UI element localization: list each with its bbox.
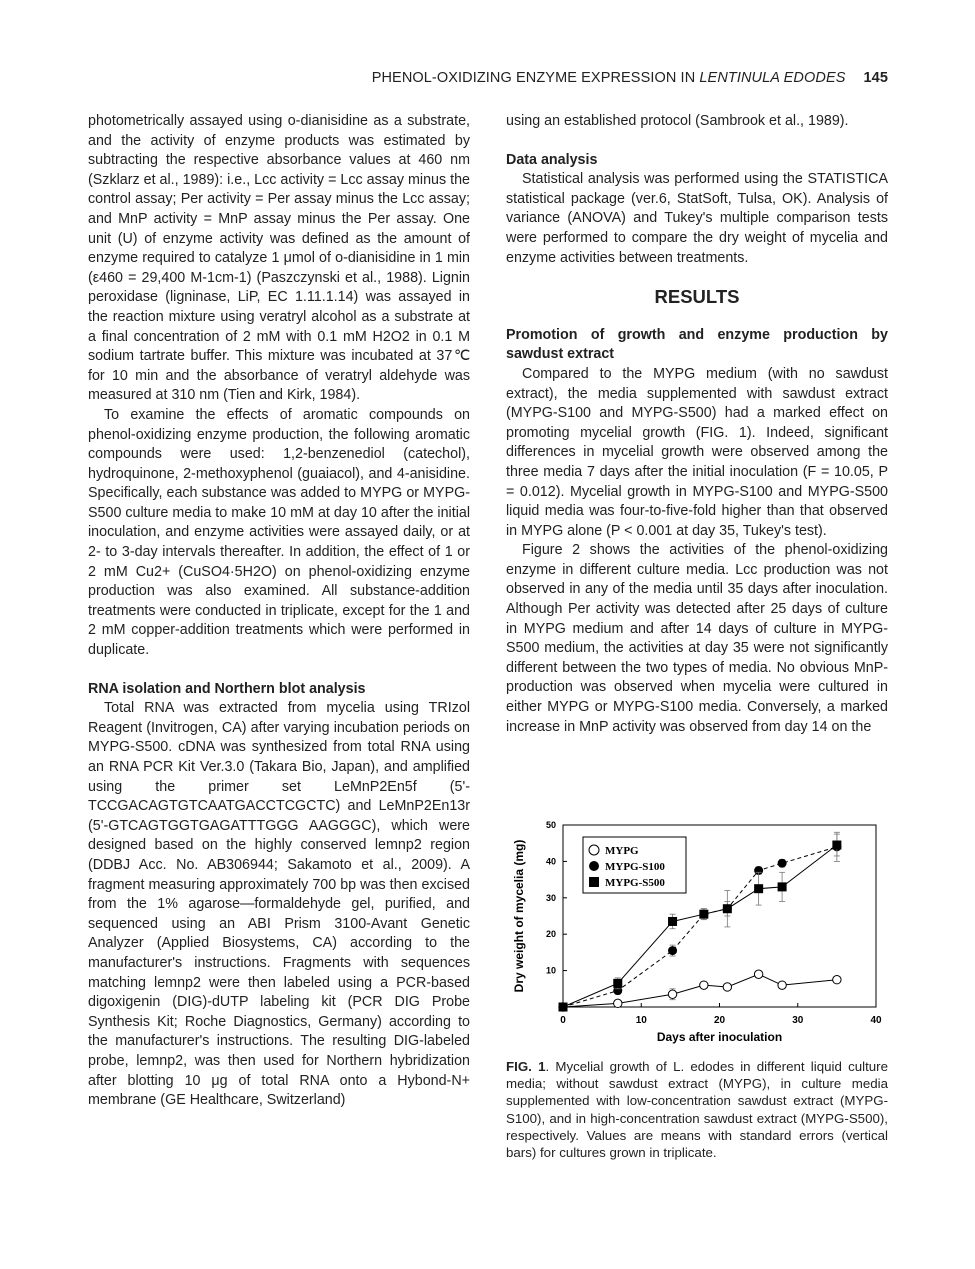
data-point-open-circle xyxy=(700,981,708,989)
x-tick-label: 30 xyxy=(792,1015,804,1026)
y-tick-label: 50 xyxy=(545,820,556,830)
data-point-square xyxy=(778,882,787,891)
section-heading-data-analysis: Data analysis xyxy=(506,151,598,168)
page-number: 145 xyxy=(863,70,888,86)
methods-paragraph-statistics: Statistical analysis was performed using the STATISTICA statistical package (ver.6, StatSoft, Tulsa, OK). Analysis of variance (ANOVA) and Tukey's multiple comparison tests were performed to compare the dry weight of mycelia and enzyme activities between treatments. xyxy=(506,171,888,266)
legend-marker xyxy=(589,861,599,871)
data-point-square xyxy=(832,841,841,850)
data-point-square xyxy=(754,884,763,893)
data-point-square xyxy=(559,1003,568,1012)
data-point-square xyxy=(723,904,732,913)
right-column xyxy=(506,112,888,737)
header-title-italic: LENTINULA EDODES xyxy=(699,70,846,86)
data-point-open-circle xyxy=(778,981,786,989)
running-header xyxy=(88,70,888,92)
data-point-square xyxy=(613,979,622,988)
caption-text: . Mycelial growth of L. edodes in different liquid culture media; without sawdust extract (MYPG), in culture media supplemented with low-concentration sawdust extract (MYPG-S100), and in high-concentration sawdust extract (MYPG-S500), respectively. Values are means with standard errors (vertical bars) for cultures grown in triplicate. xyxy=(506,1059,888,1161)
series-line-0 xyxy=(563,974,837,1007)
y-tick-label: 30 xyxy=(545,892,556,903)
data-point-square xyxy=(699,910,708,919)
growth-chart xyxy=(506,815,888,1060)
methods-paragraph-rna: Total RNA was extracted from mycelia using TRIzol Reagent (Invitrogen, CA) after varying incubation periods on MYPG-S500. cDNA was synthesized from total RNA using an RNA PCR Kit Ver.3.0 (Takara Bio, Japan), and amplified using the primer set LeMnP2En5f (5'-TCCGACAGTGTCAATGACCTCGCTC) and LeMnP2En13r (5'-GTCAGTGGTGAGATTTGGG AAGGGC), which were designed based on the highly conserved lemnp2 region (DDBJ Acc. No. AB306944; Sakamoto et al., 2009). A fragment measuring approximately 700 bp was then excised from the 1% agarose—formaldehyde gel, purified, and sequenced using an ABI Prism 3100-Avant Genetic Analyzer (Applied Biosystems, CA) according to the manufacturer's instructions. Fragments with sequences matching lemnp2 were then labeled using a PCR-based digoxigenin (DIG)-dUTP labeling kit (PCR DIG Probe Synthesis Kit; Roche Diagnostics, Germany) according to the manufacturer's instructions. The resulting DIG-labeled probe, lemnp2, was then used for Northern hybridization after blotting 10 μg of total RNA onto a Hybond-N+ membrane (GE Healthcare, Switzerland) xyxy=(88,700,470,1109)
x-tick-label: 0 xyxy=(560,1015,566,1026)
figure-1 xyxy=(506,815,888,1060)
data-point-open-circle xyxy=(723,983,731,991)
y-tick-label: 20 xyxy=(545,929,556,940)
methods-paragraph-aromatic: To examine the effects of aromatic compounds on phenol-oxidizing enzyme production, the following aromatic compounds were used: 1,2-benzenediol (catechol), hydroquinone, 2-methoxyphenol (guaiacol), and 4-anisidine. Specifically, each substance was added to MYPG or MYPG-S500 culture media to make 10 mM at day 10 after the initial inoculation, and enzyme activities were assayed daily, or at 2- to 3-day intervals thereafter. In addition, the effect of 1 or 2 mM Cu2+ (CuSO4·5H2O) on phenol-oxidizing enzyme production was also examined. All substance-addition treatments were conducted in triplicate, except for the 1 and 2 mM copper-addition treatments which were performed in duplicate. xyxy=(88,406,470,659)
y-axis-label: Dry weight of mycelia (mg) xyxy=(512,839,526,993)
x-axis-label: Days after inoculation xyxy=(656,1030,783,1044)
data-point-open-circle xyxy=(614,999,622,1007)
left-column xyxy=(88,112,470,1111)
caption-label: FIG. 1 xyxy=(506,1059,546,1074)
x-tick-label: 40 xyxy=(870,1015,882,1026)
y-tick-label: 10 xyxy=(545,965,556,976)
data-point-open-circle xyxy=(833,976,841,984)
header-title: PHENOL-OXIDIZING ENZYME EXPRESSION IN xyxy=(371,70,700,86)
section-heading-promotion: Promotion of growth and enzyme production by sawdust extract xyxy=(506,326,888,363)
figure-caption xyxy=(506,1058,888,1161)
methods-paragraph-protocol: using an established protocol (Sambrook et al., 1989). xyxy=(506,113,849,129)
legend-marker xyxy=(589,877,599,887)
legend-label: MYPG xyxy=(605,845,639,857)
methods-paragraph-enzyme-assay: photometrically assayed using o-dianisidine as a substrate, and the activity of enzyme products was estimated by subtracting the respective absorbance values at 460 nm (Szklarz et al., 1989): i.e., Lcc activity = Lcc assay minus the control assay; Per activity = Per assay minus the Lcc assay; and MnP activity = MnP assay minus the Per assay. One unit (U) of enzyme activity was defined as the amount of enzyme required to catalyze 1 μmol of o-dianisidine in 1 min (ε460 = 29,400 M-1cm-1) (Paszczynski et al., 1988). Lignin peroxidase (ligninase, LiP, EC 1.11.1.14) was assayed in the reaction mixture using veratryl alcohol as a substrate at a final concentration of 2 mM with 0.1 mM H2O2 in 0.1 M sodium tartrate buffer. This mixture was incubated at 37℃ for 10 min and the absorbance of veratryl aldehyde was measured at 310 nm (Tien and Kirk, 1984). xyxy=(88,113,470,404)
legend-marker xyxy=(589,845,599,855)
results-paragraph-enzymes: Figure 2 shows the activities of the phenol-oxidizing enzyme in different culture media. Lcc production was not observed in any of the media until 35 days after inoculation. Although Per activity was detected after 25 days of culture in MYPG medium and after 14 days of culture in MYPG-S500 medium, the activities at day 35 were not significantly different between the two types of media. No obvious MnP-production was observed when mycelia were cultured in either MYPG or MYPG-S100 media. Conversely, a marked increase in MnP activity was observed from day 14 on the xyxy=(506,542,888,735)
results-heading: RESULTS xyxy=(654,286,740,308)
data-point-filled-circle xyxy=(778,859,787,868)
legend-label: MYPG-S100 xyxy=(605,861,665,873)
data-point-filled-circle xyxy=(668,946,677,955)
data-point-square xyxy=(668,917,677,926)
x-tick-label: 10 xyxy=(635,1015,647,1026)
legend-label: MYPG-S500 xyxy=(605,877,665,889)
y-tick-label: 40 xyxy=(545,856,556,867)
x-tick-label: 20 xyxy=(713,1015,726,1026)
data-point-open-circle xyxy=(668,990,676,998)
section-heading-rna: RNA isolation and Northern blot analysis xyxy=(88,680,366,697)
results-paragraph-growth: Compared to the MYPG medium (with no sawdust extract), the media supplemented with sawdust extract (MYPG-S100 and MYPG-S500) had a marked effect on promoting mycelial growth (FIG. 1). Indeed, significant differences in mycelial growth were observed among the three media 7 days after the initial inoculation (F = 10.05, P = 0.012). Mycelial growth in MYPG-S100 and MYPG-S500 liquid media was four-to-five-fold higher than that observed in MYPG alone (P < 0.001 at day 35, Tukey's test). xyxy=(506,365,888,539)
data-point-open-circle xyxy=(754,970,762,978)
